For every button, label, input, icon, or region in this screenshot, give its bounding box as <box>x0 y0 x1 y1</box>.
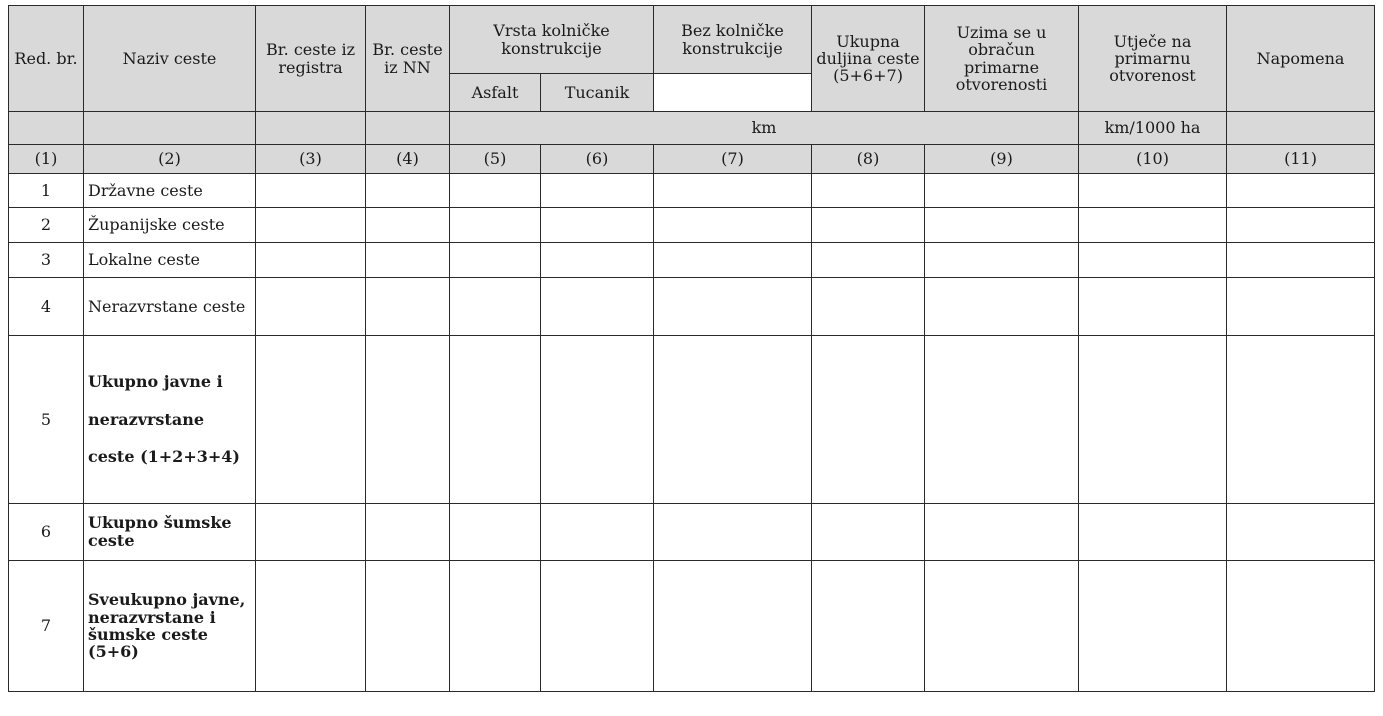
table-cell[interactable] <box>925 561 1079 692</box>
table-cell[interactable] <box>925 278 1079 336</box>
row-name: Lokalne ceste <box>84 243 256 278</box>
table-row <box>9 174 1375 208</box>
table-cell[interactable] <box>541 243 654 278</box>
column-number: (7) <box>654 145 812 174</box>
table-cell[interactable] <box>1227 174 1375 208</box>
table-cell[interactable] <box>256 174 366 208</box>
row-index: 4 <box>9 278 84 336</box>
header-uzima-se: Uzima se u obračun primarne otvorenosti <box>925 6 1079 112</box>
roads-table <box>8 5 1375 692</box>
table-cell[interactable] <box>541 336 654 504</box>
row-name: Ukupno javne i nerazvrstane ceste (1+2+3+4) <box>84 336 256 504</box>
table-cell[interactable] <box>541 504 654 561</box>
table-cell[interactable] <box>654 504 812 561</box>
units-empty-cell <box>9 112 84 145</box>
column-number: (10) <box>1079 145 1227 174</box>
row-name: Državne ceste <box>84 174 256 208</box>
table-cell[interactable] <box>1079 504 1227 561</box>
row-index: 3 <box>9 243 84 278</box>
units-row <box>9 112 1375 145</box>
units-empty-cell <box>366 112 450 145</box>
header-vrsta-kolnicke: Vrsta kolničke konstrukcije <box>450 6 654 74</box>
header-blank-cell <box>654 74 812 112</box>
row-name: Županijske ceste <box>84 208 256 243</box>
row-name: Sveukupno javne, nerazvrstane i šumske ceste (5+6) <box>84 561 256 692</box>
table-cell[interactable] <box>1227 336 1375 504</box>
table-cell[interactable] <box>925 336 1079 504</box>
column-number: (4) <box>366 145 450 174</box>
header-bez-kolnicke: Bez kolničke konstrukcije <box>654 6 812 74</box>
table-cell[interactable] <box>366 336 450 504</box>
table-cell[interactable] <box>1227 243 1375 278</box>
row-index: 1 <box>9 174 84 208</box>
table-row <box>9 336 1375 504</box>
table-cell[interactable] <box>1079 174 1227 208</box>
column-number: (6) <box>541 145 654 174</box>
table-cell[interactable] <box>256 243 366 278</box>
table-cell[interactable] <box>450 336 541 504</box>
table-cell[interactable] <box>366 504 450 561</box>
header-naziv-ceste: Naziv ceste <box>84 6 256 112</box>
row-index: 2 <box>9 208 84 243</box>
table-cell[interactable] <box>925 504 1079 561</box>
table-cell[interactable] <box>654 336 812 504</box>
table-cell[interactable] <box>812 174 925 208</box>
header-utjece: Utječe na primarnu otvorenost <box>1079 6 1227 112</box>
table-cell[interactable] <box>541 561 654 692</box>
column-numbers-row <box>9 145 1375 174</box>
table-cell[interactable] <box>450 561 541 692</box>
table-cell[interactable] <box>541 174 654 208</box>
table-cell[interactable] <box>1227 561 1375 692</box>
units-empty-cell <box>256 112 366 145</box>
table-cell[interactable] <box>366 561 450 692</box>
table-cell[interactable] <box>1079 278 1227 336</box>
table-cell[interactable] <box>812 208 925 243</box>
table-row <box>9 278 1375 336</box>
header-asfalt: Asfalt <box>450 74 541 112</box>
table-cell[interactable] <box>654 208 812 243</box>
row-name: Nerazvrstane ceste <box>84 278 256 336</box>
table-cell[interactable] <box>256 561 366 692</box>
units-km-per-1000ha: km/1000 ha <box>1079 112 1227 145</box>
table-cell[interactable] <box>450 504 541 561</box>
table-cell[interactable] <box>1227 208 1375 243</box>
table-cell[interactable] <box>366 174 450 208</box>
table-cell[interactable] <box>654 174 812 208</box>
table-cell[interactable] <box>925 243 1079 278</box>
table-cell[interactable] <box>450 278 541 336</box>
units-empty-cell <box>84 112 256 145</box>
table-cell[interactable] <box>366 278 450 336</box>
column-number: (1) <box>9 145 84 174</box>
table-cell[interactable] <box>366 208 450 243</box>
units-km: km <box>450 112 1079 145</box>
table-cell[interactable] <box>925 208 1079 243</box>
table-cell[interactable] <box>541 208 654 243</box>
table-cell[interactable] <box>450 208 541 243</box>
table-cell[interactable] <box>1079 208 1227 243</box>
table-row <box>9 208 1375 243</box>
table-cell[interactable] <box>450 174 541 208</box>
table-cell[interactable] <box>812 561 925 692</box>
row-index: 6 <box>9 504 84 561</box>
table-row <box>9 561 1375 692</box>
table-cell[interactable] <box>1079 243 1227 278</box>
table-cell[interactable] <box>256 504 366 561</box>
table-cell[interactable] <box>450 243 541 278</box>
header-red-br: Red. br. <box>9 6 84 112</box>
table-cell[interactable] <box>654 561 812 692</box>
units-empty-cell <box>1227 112 1375 145</box>
table-cell[interactable] <box>654 243 812 278</box>
table-cell[interactable] <box>654 278 812 336</box>
column-number: (9) <box>925 145 1079 174</box>
table-row <box>9 243 1375 278</box>
table-cell[interactable] <box>812 278 925 336</box>
column-number: (3) <box>256 145 366 174</box>
row-name: Ukupno šumske ceste <box>84 504 256 561</box>
column-number: (11) <box>1227 145 1375 174</box>
table-cell[interactable] <box>1079 336 1227 504</box>
header-ukupna-duljina: Ukupna duljina ceste (5+6+7) <box>812 6 925 112</box>
column-number: (8) <box>812 145 925 174</box>
table-cell[interactable] <box>541 278 654 336</box>
table-cell[interactable] <box>366 243 450 278</box>
header-napomena: Napomena <box>1227 6 1375 112</box>
table-cell[interactable] <box>1079 561 1227 692</box>
table-cell[interactable] <box>925 174 1079 208</box>
table-cell[interactable] <box>256 278 366 336</box>
table-cell[interactable] <box>256 208 366 243</box>
table-cell[interactable] <box>812 243 925 278</box>
table-cell[interactable] <box>1227 504 1375 561</box>
header-br-iz-registra: Br. ceste iz registra <box>256 6 366 112</box>
header-br-iz-nn: Br. ceste iz NN <box>366 6 450 112</box>
row-index: 7 <box>9 561 84 692</box>
header-row-1 <box>9 6 1375 74</box>
table-cell[interactable] <box>812 504 925 561</box>
column-number: (2) <box>84 145 256 174</box>
table-cell[interactable] <box>812 336 925 504</box>
table-cell[interactable] <box>1227 278 1375 336</box>
column-number: (5) <box>450 145 541 174</box>
table-cell[interactable] <box>256 336 366 504</box>
table-row <box>9 504 1375 561</box>
header-tucanik: Tucanik <box>541 74 654 112</box>
row-index: 5 <box>9 336 84 504</box>
